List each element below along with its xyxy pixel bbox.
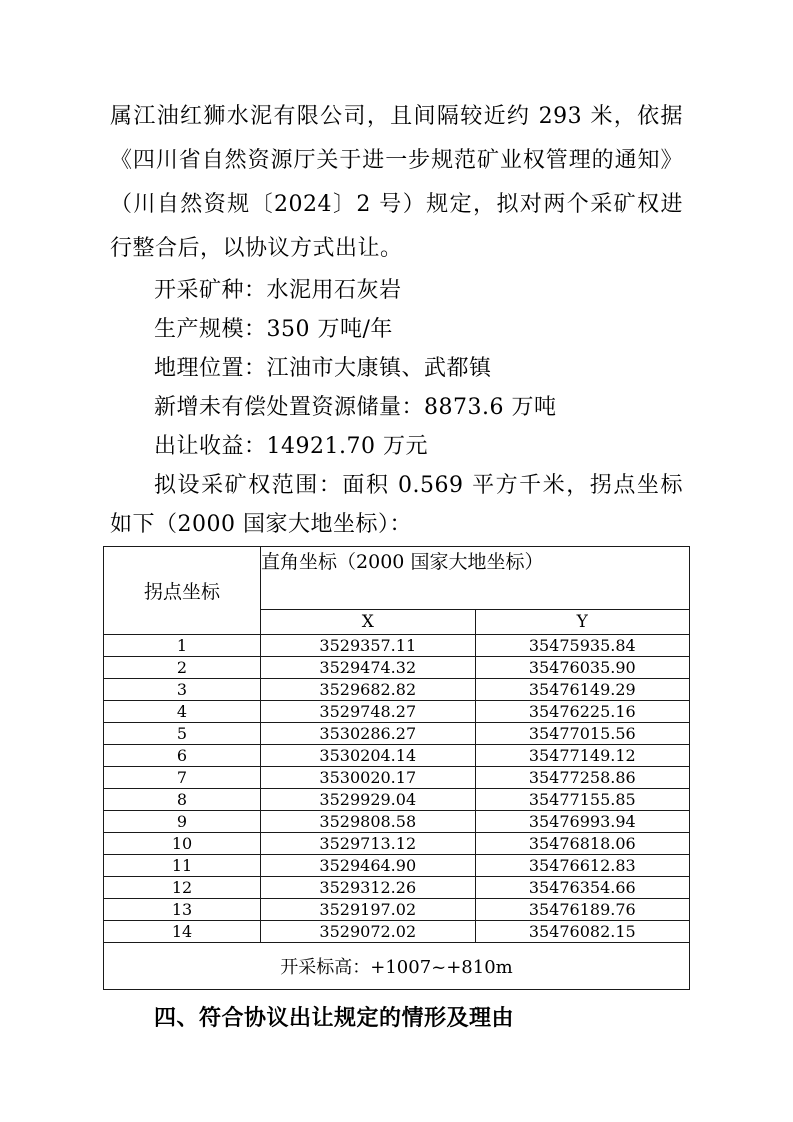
table-row [104, 723, 690, 745]
table-row [104, 745, 690, 767]
table-row [104, 855, 690, 877]
table-header-row-1 [104, 547, 690, 610]
point-y: 35476818.06 [475, 833, 689, 855]
point-x: 3529748.27 [261, 701, 475, 723]
point-y: 35476189.76 [475, 899, 689, 921]
point-x: 3529072.02 [261, 921, 475, 943]
point-x: 3530204.14 [261, 745, 475, 767]
corner-point-header: 拐点坐标 [104, 547, 261, 635]
point-y: 35476149.29 [475, 679, 689, 701]
point-x: 3530020.17 [261, 767, 475, 789]
mining-elevation-footer: 开采标高：+1007~+810m [104, 943, 690, 990]
point-y: 35476993.94 [475, 811, 689, 833]
detail-location: 地理位置：江油市大康镇、武都镇 [154, 356, 492, 381]
table-row [104, 767, 690, 789]
point-id: 11 [104, 855, 261, 877]
intro-paragraph: 属江油红狮水泥有限公司，且间隔较近约 293 米，依据《四川省自然资源厅关于进一步规范矿业权管理的通知》（川自然资规〔2024〕2 号）规定，拟对两个采矿权进行整合后，以协议方式出让。 [110, 104, 683, 261]
point-id: 2 [104, 657, 261, 679]
point-x: 3529197.02 [261, 899, 475, 921]
coordinate-table [103, 546, 690, 990]
point-y: 35477155.85 [475, 789, 689, 811]
point-id: 5 [104, 723, 261, 745]
point-y: 35476225.16 [475, 701, 689, 723]
detail-resource-reserve: 新增未有偿处置资源储量：8873.6 万吨 [154, 395, 557, 420]
point-id: 9 [104, 811, 261, 833]
rect-coord-header: 直角坐标（2000 国家大地坐标） [261, 547, 690, 610]
point-id: 4 [104, 701, 261, 723]
point-y: 35477149.12 [475, 745, 689, 767]
point-y: 35475935.84 [475, 635, 689, 657]
detail-transfer-income: 出让收益：14921.70 万元 [154, 434, 428, 459]
point-id: 14 [104, 921, 261, 943]
point-x: 3530286.27 [261, 723, 475, 745]
table-footer-row [104, 943, 690, 990]
point-id: 1 [104, 635, 261, 657]
x-column-header: X [261, 610, 475, 635]
point-id: 7 [104, 767, 261, 789]
point-id: 6 [104, 745, 261, 767]
point-x: 3529474.32 [261, 657, 475, 679]
point-id: 3 [104, 679, 261, 701]
table-row [104, 811, 690, 833]
table-row [104, 789, 690, 811]
table-row [104, 657, 690, 679]
point-id: 8 [104, 789, 261, 811]
detail-mining-type: 开采矿种：水泥用石灰岩 [154, 278, 402, 303]
point-x: 3529682.82 [261, 679, 475, 701]
range-paragraph: 拟设采矿权范围：面积 0.569 平方千米，拐点坐标如下（2000 国家大地坐标）： [110, 473, 683, 537]
point-id: 10 [104, 833, 261, 855]
detail-production-scale: 生产规模：350 万吨/年 [154, 317, 393, 342]
point-x: 3529713.12 [261, 833, 475, 855]
table-row [104, 679, 690, 701]
point-y: 35476035.90 [475, 657, 689, 679]
section-heading: 四、符合协议出让规定的情形及理由 [154, 1006, 515, 1031]
point-y: 35476612.83 [475, 855, 689, 877]
point-x: 3529808.58 [261, 811, 475, 833]
table-row [104, 635, 690, 657]
point-y: 35476082.15 [475, 921, 689, 943]
point-x: 3529929.04 [261, 789, 475, 811]
table-row [104, 921, 690, 943]
point-x: 3529312.26 [261, 877, 475, 899]
point-id: 13 [104, 899, 261, 921]
y-column-header: Y [475, 610, 689, 635]
point-x: 3529357.11 [261, 635, 475, 657]
point-y: 35477015.56 [475, 723, 689, 745]
table-row [104, 877, 690, 899]
point-x: 3529464.90 [261, 855, 475, 877]
point-id: 12 [104, 877, 261, 899]
table-row [104, 701, 690, 723]
detail-list [103, 271, 690, 466]
point-y: 35477258.86 [475, 767, 689, 789]
table-row [104, 833, 690, 855]
point-y: 35476354.66 [475, 877, 689, 899]
table-row [104, 899, 690, 921]
